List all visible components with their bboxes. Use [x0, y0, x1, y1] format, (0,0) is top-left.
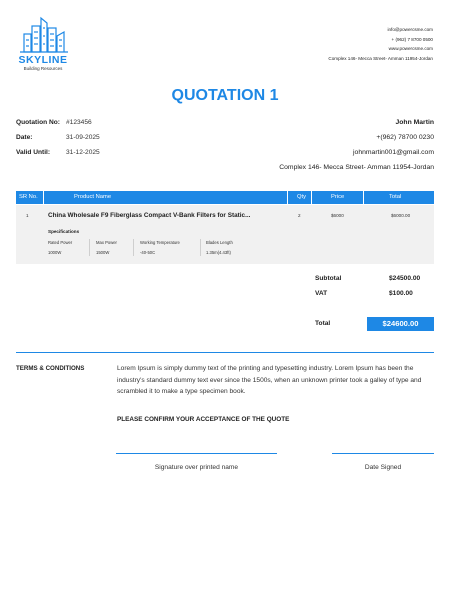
items-table-header	[16, 191, 434, 204]
header-price: Price	[331, 194, 345, 200]
header-qty: Qty	[297, 194, 307, 200]
spec-value: 1500W	[96, 250, 110, 255]
signature-label: Signature over printed name	[154, 464, 239, 471]
document-title: QUOTATION 1	[171, 87, 279, 104]
company-email: info@powercsme.com	[387, 27, 433, 32]
company-website: www.powercsme.com	[388, 46, 433, 51]
spec-label: Rated Power	[48, 240, 73, 245]
company-phone: + (962) 7 8700 0500	[391, 37, 433, 42]
vat-label: VAT	[315, 290, 328, 297]
client-name: John Martin	[395, 119, 434, 126]
header-divider	[43, 191, 44, 204]
row-product-name: China Wholesale F9 Fiberglass Compact V-Bank Filters for Static...	[48, 212, 251, 219]
spec-value: -40-50C	[140, 250, 156, 255]
date-signed-line	[332, 453, 434, 454]
spec-divider	[133, 239, 134, 256]
header-divider	[287, 191, 288, 204]
spec-label: Max Power	[96, 240, 117, 245]
total-label: Total	[315, 320, 331, 327]
client-phone: +(962) 78700 0230	[376, 134, 434, 141]
header-total: Total	[389, 194, 402, 200]
quotation-no-label: Quotation No:	[16, 119, 60, 126]
spec-divider	[200, 239, 201, 256]
date-value: 31-09-2025	[66, 134, 100, 141]
valid-until-label: Valid Until:	[16, 149, 51, 156]
client-address: Complex 146- Mecca Street- Amman 11954-Jordan	[279, 164, 434, 171]
spec-label: Working Temperature	[140, 240, 180, 245]
quotation-no-value: #123456	[66, 119, 92, 126]
date-label: Date:	[16, 134, 33, 141]
signature-line	[116, 453, 277, 454]
company-address: Complex 146- Mecca Street- Amman 11954-Jordan	[328, 56, 433, 61]
specs-title: Specifications	[48, 229, 80, 234]
brand-tagline: Building Resources	[23, 66, 63, 71]
valid-until-value: 31-12-2025	[66, 149, 100, 156]
subtotal-label: Subtotal	[315, 275, 342, 282]
header-sr: SR No.	[19, 194, 38, 200]
spec-label: Blades Length	[206, 240, 233, 245]
header-divider	[363, 191, 364, 204]
spec-divider	[89, 239, 90, 256]
subtotal-value: $24500.00	[389, 275, 421, 282]
row-total: $6000.00	[391, 213, 411, 218]
terms-text: Lorem Ipsum is simply dummy text of the printing and typesetting industry. Lorem Ipsum has been the industry's standard dummy text ever since the 1500s, when an unknown printer took a galley of type and scrambled it to make a type specimen book.	[117, 365, 422, 395]
row-price: $6000	[331, 213, 344, 218]
brand-name: SKYLINE	[18, 54, 68, 66]
total-value: $24600.00	[367, 317, 434, 331]
row-sr: 1	[26, 213, 29, 218]
client-email: johnmartin001@gmail.com	[353, 149, 434, 156]
row-qty: 2	[298, 213, 301, 218]
date-signed-label: Date Signed	[364, 464, 402, 471]
header-divider	[311, 191, 312, 204]
spec-value: 1.35m(4.43ft)	[206, 250, 231, 255]
section-divider	[16, 352, 434, 353]
terms-heading: TERMS & CONDITIONS	[16, 365, 85, 372]
spec-value: 1000W	[48, 250, 62, 255]
vat-value: $100.00	[389, 290, 413, 297]
confirm-heading: PLEASE CONFIRM YOUR ACCEPTANCE OF THE QUOTE	[117, 416, 290, 423]
header-product: Product Name	[74, 194, 112, 200]
